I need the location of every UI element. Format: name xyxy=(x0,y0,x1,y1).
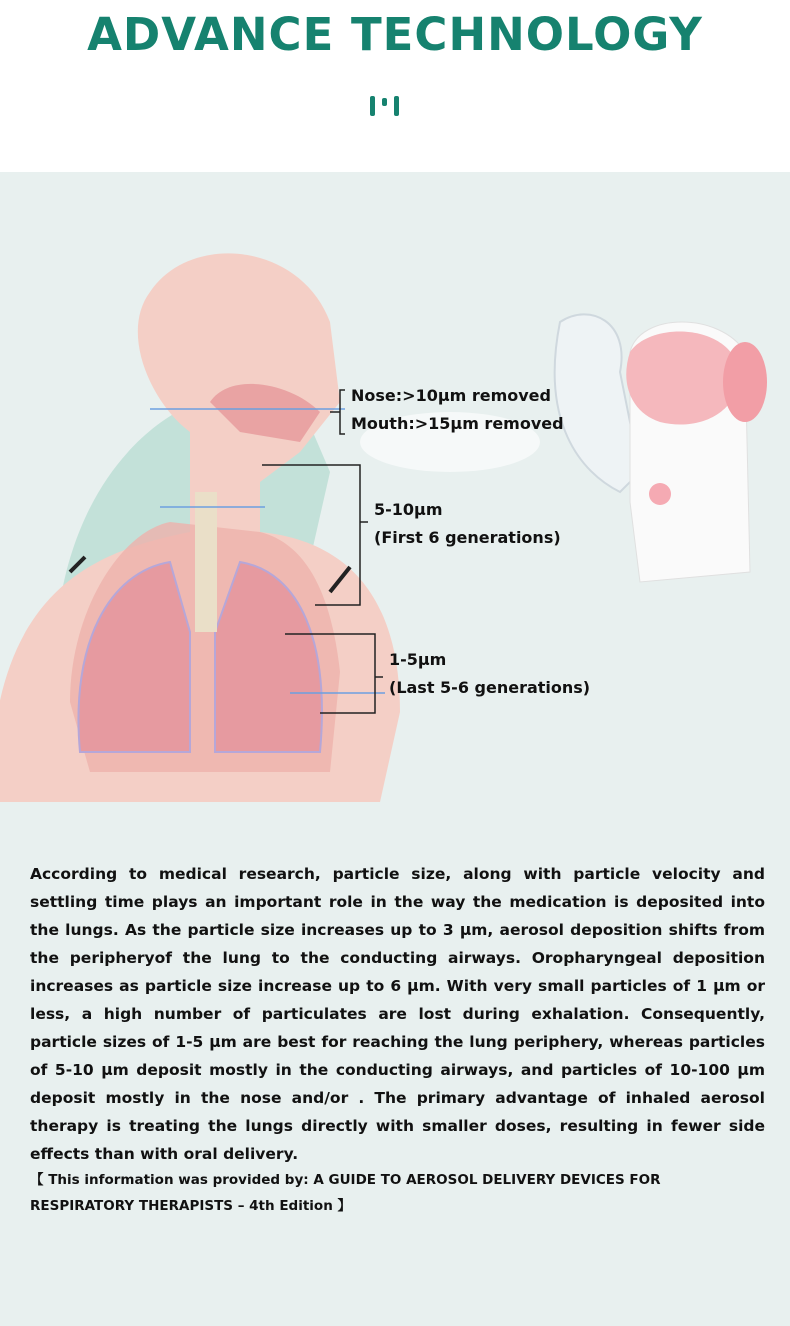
page-title: ADVANCE TECHNOLOGY xyxy=(87,8,703,61)
nose-label: Nose:>10μm removed xyxy=(351,386,551,405)
mid-desc-label: (First 6 generations) xyxy=(374,528,561,547)
small-desc-label: (Last 5-6 generations) xyxy=(389,678,591,697)
header xyxy=(0,0,790,172)
mid-size-label: 5-10μm xyxy=(374,500,443,519)
source-citation: 【 This information was provided by: A GUIDE TO AEROSOL DELIVERY DEVICES FOR RESPIRATORY THERAPISTS – 4th Edition 】 xyxy=(30,1172,661,1214)
description-paragraph: According to medical research, particle size, along with particle velocity and settling time plays an important role in the way the medication is deposited into the lungs. As the particle size increases up to 3 μm, aerosol deposition shifts from the peripheryof the lung to the conducting airways. Oropharyngeal deposition increases as particle size increase up to 6 μm. With very small particles of 1 μm or less, a high number of particulates are lost during exhalation. Consequently, particle sizes of 1-5 μm are best for reaching the lung periphery, whereas particles of 5-10 μm deposit mostly in the conducting airways, and particles of 10-100 μm deposit mostly in the nose and/or . The primary advantage of inhaled aerosol therapy is treating the lungs directly with smaller doses, resulting in fewer side effects than with oral delivery. xyxy=(30,865,765,1163)
decorative-bars-icon xyxy=(370,96,402,116)
respiratory-illustration xyxy=(0,172,790,832)
small-size-label: 1-5μm xyxy=(389,650,447,669)
mouth-label: Mouth:>15μm removed xyxy=(351,414,564,433)
